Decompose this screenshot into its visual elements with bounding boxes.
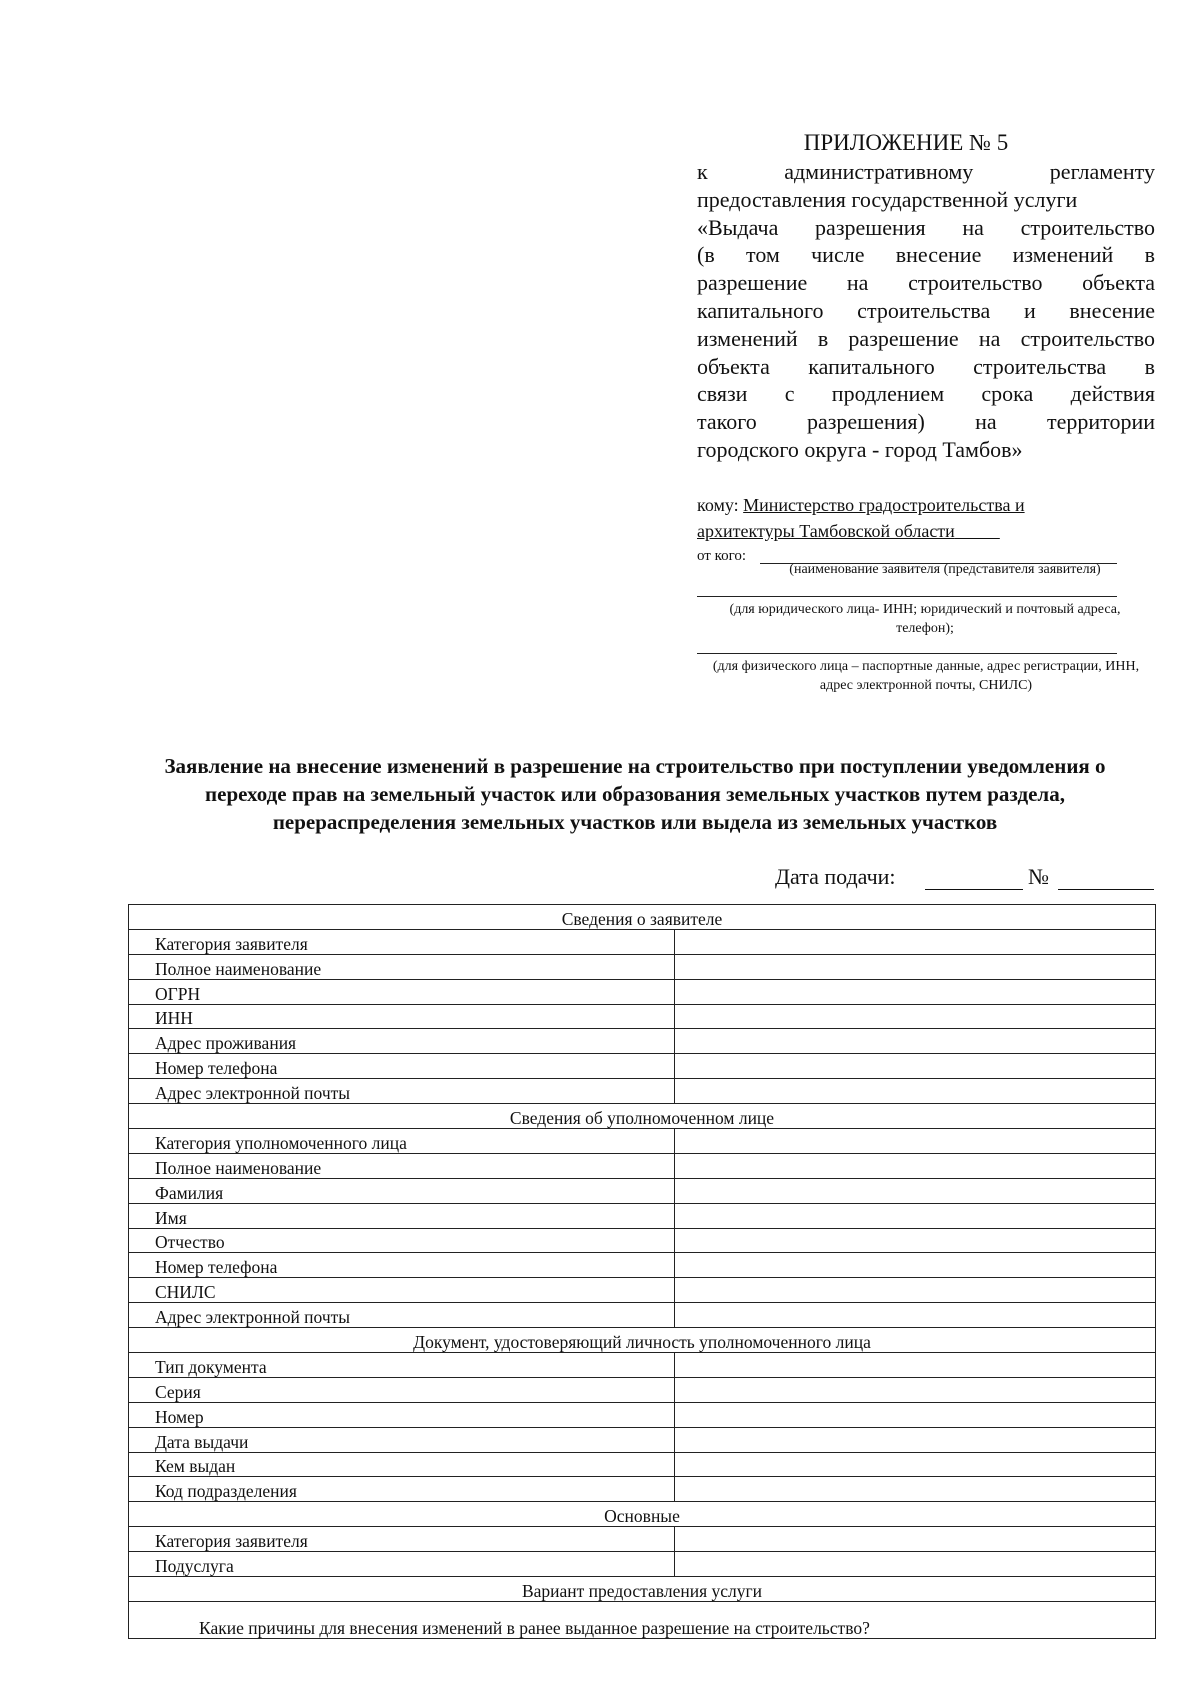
caption-legal: (для юридического лица- ИНН; юридический и почтовый адреса, телефон); — [729, 602, 1121, 636]
table-row — [129, 1029, 1156, 1054]
field-label: Полное наименование — [129, 1153, 675, 1178]
field-label: Адрес электронной почты — [129, 1303, 675, 1328]
table-row — [129, 1377, 1156, 1402]
table-row — [129, 1452, 1156, 1477]
appendix-line: объекта капитального строительства в — [697, 353, 1155, 379]
field-value-cell[interactable] — [675, 1253, 1156, 1278]
field-label: Категория заявителя — [129, 929, 675, 954]
field-value-cell[interactable] — [675, 1203, 1156, 1228]
appendix-title: ПРИЛОЖЕНИЕ № 5 — [803, 130, 1009, 155]
to-value-2: архитектуры Тамбовской области — [697, 521, 955, 541]
field-value-cell[interactable] — [675, 954, 1156, 979]
table-row — [129, 1402, 1156, 1427]
field-label: Имя — [129, 1203, 675, 1228]
to-value-underscore — [955, 521, 1000, 541]
statement-title: Заявление на внесение изменений в разрешение на строительство при поступлении уведомления о переходе прав на земельный участок или образования земельных участков путем раздела, перераспределения земельных участков или выдела из земельных участков — [164, 754, 1106, 834]
appendix-line: предоставления государственной услуги — [697, 186, 1078, 212]
section-title: Сведения об уполномоченном лице — [129, 1104, 1156, 1129]
field-label: Адрес электронной почты — [129, 1079, 675, 1104]
question-text[interactable]: Какие причины для внесения изменений в ранее выданное разрешение на строительство? — [129, 1601, 1156, 1638]
table-row — [129, 1278, 1156, 1303]
caption-applicant: (наименование заявителя (представителя заявителя) — [789, 562, 1101, 577]
field-value-cell[interactable] — [675, 1029, 1156, 1054]
field-value-cell[interactable] — [675, 1278, 1156, 1303]
appendix-line: к административному регламенту — [697, 159, 1155, 184]
appendix-block — [697, 128, 1155, 464]
section-title: Основные — [129, 1502, 1156, 1527]
appendix-line: городского округа - город Тамбов» — [697, 436, 1023, 462]
field-value-cell[interactable] — [675, 1303, 1156, 1328]
field-value-cell[interactable] — [675, 1452, 1156, 1477]
field-value-cell[interactable] — [675, 1178, 1156, 1203]
field-label: Отчество — [129, 1228, 675, 1253]
section-header-row — [129, 905, 1156, 930]
field-label: Категория заявителя — [129, 1527, 675, 1552]
legal-rule — [697, 596, 1117, 597]
field-label: Полное наименование — [129, 954, 675, 979]
field-value-cell[interactable] — [675, 1004, 1156, 1029]
from-label: от кого: — [697, 548, 747, 564]
table-row — [129, 1527, 1156, 1552]
question-row — [129, 1601, 1156, 1638]
field-value-cell[interactable] — [675, 1427, 1156, 1452]
recipient-block — [697, 492, 1155, 568]
field-label: Код подразделения — [129, 1477, 675, 1502]
field-label: Фамилия — [129, 1178, 675, 1203]
service-variant-title: Вариант предоставления услуги — [129, 1577, 1156, 1602]
field-label: ИНН — [129, 1004, 675, 1029]
field-label: ОГРН — [129, 979, 675, 1004]
appendix-line: разрешение на строительство объекта — [697, 270, 1155, 296]
table-row — [129, 1477, 1156, 1502]
submission-row — [775, 863, 1155, 893]
number-sign: № — [1028, 864, 1049, 889]
table-row — [129, 929, 1156, 954]
field-value-cell[interactable] — [675, 1228, 1156, 1253]
field-label: СНИЛС — [129, 1278, 675, 1303]
appendix-line: изменений в разрешение на строительство — [697, 325, 1155, 351]
field-value-cell[interactable] — [675, 1527, 1156, 1552]
field-label: Номер — [129, 1402, 675, 1427]
field-value-cell[interactable] — [675, 979, 1156, 1004]
table-row — [129, 1129, 1156, 1154]
table-row — [129, 1303, 1156, 1328]
field-label: Подуслуга — [129, 1552, 675, 1577]
table-row — [129, 954, 1156, 979]
table-row — [129, 1054, 1156, 1079]
field-value-cell[interactable] — [675, 1079, 1156, 1104]
caption-individual: (для физического лица – паспортные данные, адрес регистрации, ИНН, адрес электронной почты, СНИЛС) — [712, 659, 1140, 693]
appendix-line: (в том числе внесение изменений в — [697, 242, 1155, 268]
section-header-row — [129, 1104, 1156, 1129]
field-label: Дата выдачи — [129, 1427, 675, 1452]
table-row — [129, 1427, 1156, 1452]
individual-rule — [697, 653, 1117, 654]
section-title: Сведения о заявителе — [129, 905, 1156, 930]
field-value-cell[interactable] — [675, 1402, 1156, 1427]
to-line — [697, 492, 1155, 518]
field-label: Номер телефона — [129, 1054, 675, 1079]
to-label: кому: — [697, 495, 739, 515]
table-row — [129, 1253, 1156, 1278]
field-value-cell[interactable] — [675, 1054, 1156, 1079]
section-header-row — [129, 1577, 1156, 1602]
field-value-cell[interactable] — [675, 1353, 1156, 1378]
appendix-line: «Выдача разрешения на строительство — [697, 214, 1155, 240]
table-row — [129, 979, 1156, 1004]
field-label: Номер телефона — [129, 1253, 675, 1278]
appendix-text — [697, 158, 1155, 464]
table-row — [129, 1178, 1156, 1203]
date-label: Дата подачи: — [775, 864, 896, 889]
section-title: Документ, удостоверяющий личность уполномоченного лица — [129, 1328, 1156, 1353]
section-header-row — [129, 1328, 1156, 1353]
table-row — [129, 1004, 1156, 1029]
table-row — [129, 1353, 1156, 1378]
field-value-cell[interactable] — [675, 1129, 1156, 1154]
field-value-cell[interactable] — [675, 1377, 1156, 1402]
application-form-table — [128, 904, 1156, 1639]
field-label: Кем выдан — [129, 1452, 675, 1477]
field-value-cell[interactable] — [675, 929, 1156, 954]
appendix-line: связи с продлением срока действия — [697, 381, 1155, 407]
appendix-line: такого разрешения) на территории — [697, 409, 1155, 435]
table-row — [129, 1552, 1156, 1577]
field-label: Серия — [129, 1377, 675, 1402]
table-row — [129, 1153, 1156, 1178]
field-value-cell[interactable] — [675, 1477, 1156, 1502]
field-value-cell[interactable] — [675, 1552, 1156, 1577]
field-label: Категория уполномоченного лица — [129, 1129, 675, 1154]
field-label: Адрес проживания — [129, 1029, 675, 1054]
to-value: Министерство градостроительства и — [743, 495, 1025, 515]
number-field[interactable] — [1058, 889, 1154, 890]
table-row — [129, 1079, 1156, 1104]
table-row — [129, 1203, 1156, 1228]
section-header-row — [129, 1502, 1156, 1527]
field-value-cell[interactable] — [675, 1153, 1156, 1178]
field-label: Тип документа — [129, 1353, 675, 1378]
appendix-line: капитального строительства и внесение — [697, 297, 1155, 323]
date-field[interactable] — [925, 889, 1023, 890]
to-line-2 — [697, 518, 1155, 544]
table-row — [129, 1228, 1156, 1253]
